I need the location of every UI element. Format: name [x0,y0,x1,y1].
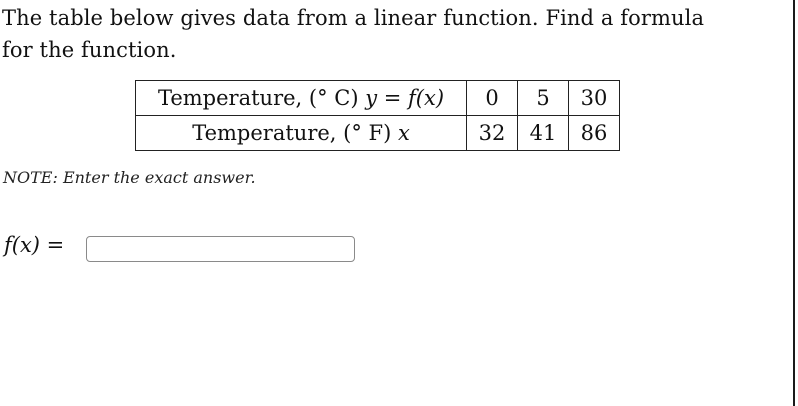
problem-line-2: for the function. [2,38,177,62]
page-border-right [793,0,795,406]
problem-statement [2,2,762,66]
problem-line-1: The table below gives data from a linear function. Find a formula [2,6,705,30]
table-cell: 5 [518,81,569,116]
table-cell: 30 [569,81,620,116]
row-label-math: x [397,121,410,145]
data-table [135,80,620,151]
row-label-math: y = f(x) [365,86,445,110]
answer-label: f(x) = [4,233,65,257]
table-row [136,81,620,116]
table-cell: 0 [467,81,518,116]
table-row [136,116,620,151]
table-cell: 41 [518,116,569,151]
row-label-text: Temperature, (° C) [157,86,366,110]
answer-input[interactable] [86,236,355,262]
row-label-celsius [136,81,467,116]
table-cell: 86 [569,116,620,151]
row-label-text: Temperature, (° F) [192,121,398,145]
note-text: NOTE: Enter the exact answer. [3,168,256,187]
table-cell: 32 [467,116,518,151]
row-label-fahrenheit [136,116,467,151]
